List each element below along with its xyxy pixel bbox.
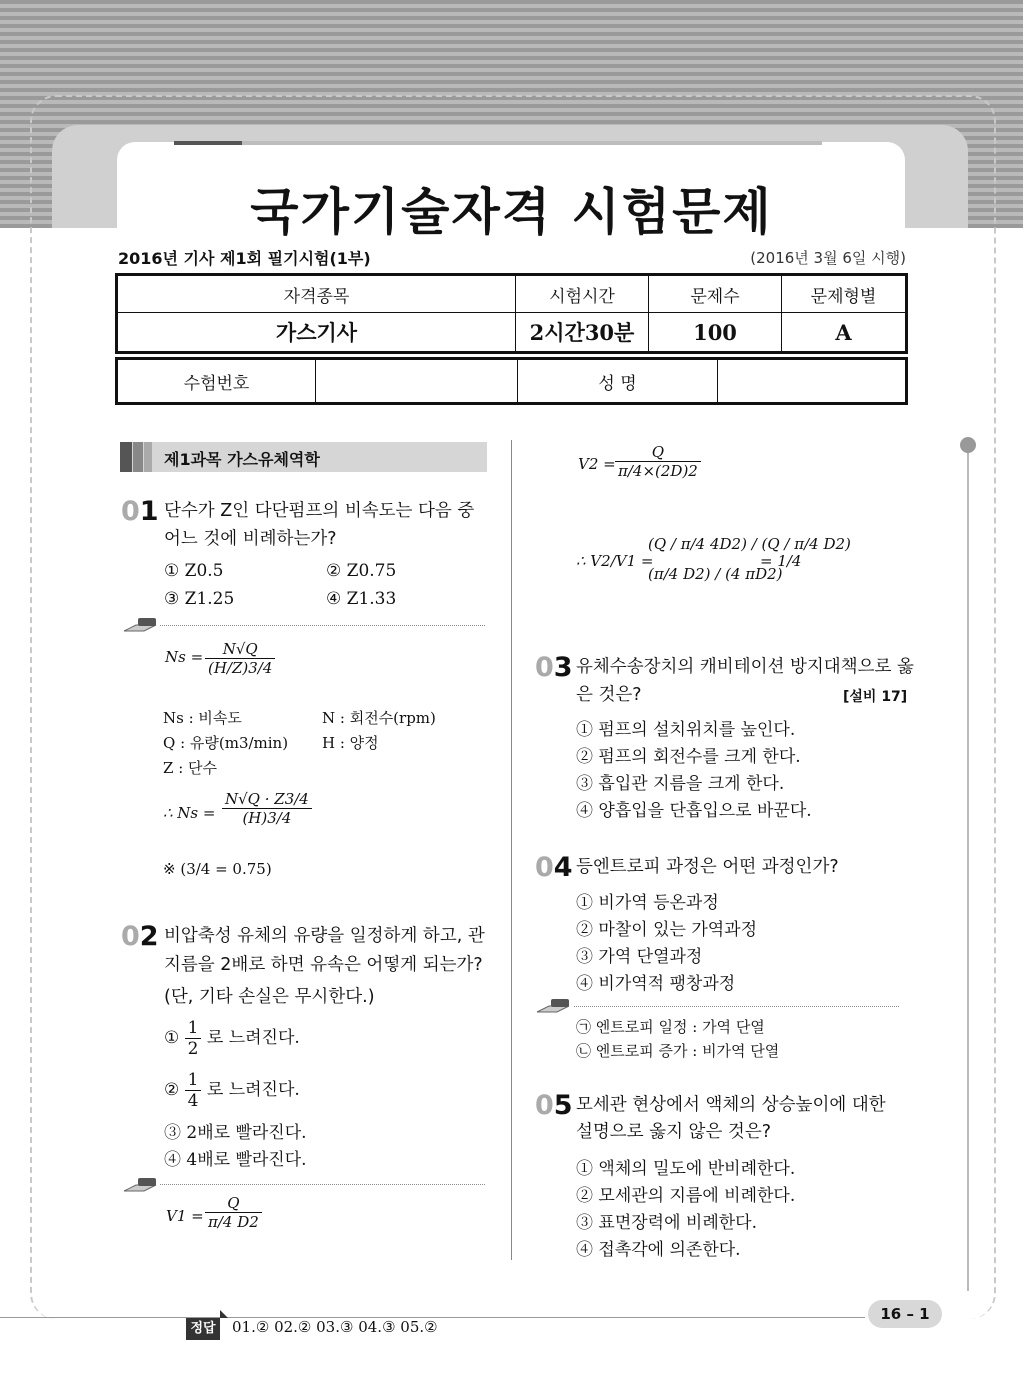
candidate-number-field[interactable] (316, 359, 518, 404)
question-03-text-line1: 유체수송장치의 캐비테이션 방지대책으로 옳 (576, 657, 914, 677)
info-value-qualification: 가스기사 (117, 313, 516, 353)
info-value-time: 2시간30분 (516, 313, 649, 353)
subject-title: 제1과목 가스유체역학 (164, 450, 320, 469)
solution-book-icon (122, 617, 158, 635)
page-number: 16 – 1 (868, 1300, 942, 1328)
info-value-type: A (782, 313, 907, 353)
info-header-type: 문제형별 (782, 275, 907, 313)
exam-info-table (115, 273, 908, 354)
q03-option-1[interactable]: ① 펌프의 설치위치를 높인다. (576, 720, 796, 740)
question-02-text-line3: (단, 기타 손실은 무시한다.) (164, 987, 375, 1007)
candidate-name-field[interactable] (718, 359, 907, 404)
question-05-text-line2: 설명으로 옳지 않은 것은? (576, 1122, 772, 1142)
q02-option-1[interactable]: ① $\frac{1}{2}$ 로 느려진다. (164, 1018, 300, 1059)
solution-book-icon (535, 998, 571, 1016)
question-number-01: 01 (121, 496, 159, 527)
q01-sol-def-z: Z : 단수 (163, 759, 217, 777)
q03-option-3[interactable]: ③ 흡입관 지름을 크게 한다. (576, 774, 785, 794)
column-divider (511, 440, 512, 1260)
q01-sol-result: $\frac{N√Q \cdot Z3/4}{(H)3/4}$ (222, 790, 312, 827)
q02-option-2[interactable]: ② $\frac{1}{4}$ 로 느려진다. (164, 1070, 300, 1111)
info-header-time: 시험시간 (516, 275, 649, 313)
q02-sol-v1-frac: $\frac{Q}{\pi/4 D2}$ (205, 1194, 262, 1231)
q03-source-tag: [설비 17] (843, 689, 908, 705)
q01-option-3[interactable]: ③ Z1.25 (164, 589, 235, 609)
q01-sol-def-q: Q : 유량(m3/min) (163, 734, 289, 752)
question-02-text-line1: 비압축성 유체의 유량을 일정하게 하고, 관 (164, 926, 485, 946)
q02-sol-v2: V2 = (578, 455, 616, 473)
subject-header (120, 442, 487, 472)
question-number-05: 05 (535, 1090, 573, 1121)
info-value-count: 100 (649, 313, 782, 353)
solution-divider (574, 1006, 899, 1007)
question-05-text-line1: 모세관 현상에서 액체의 상승높이에 대한 (576, 1095, 886, 1115)
q02-sol-ratio-mid: (Q / π/4 4D2) / (Q / π/4 D2) (648, 535, 851, 553)
q03-option-2[interactable]: ② 펌프의 회전수를 크게 한다. (576, 747, 801, 767)
title-accent-bar (174, 141, 242, 145)
q02-option-3[interactable]: ③ 2배로 빨라진다. (164, 1123, 307, 1143)
q04-sol-line2: ㉡ 엔트로피 증가 : 비가역 단열 (576, 1042, 780, 1060)
q02-sol-ratio-r1: (π/4 D2) / (4 πD2) (648, 565, 783, 583)
q01-sol-def-n: N : 회전수(rpm) (322, 709, 436, 727)
answer-key: 01.② 02.② 03.③ 04.③ 05.② (232, 1318, 438, 1336)
solution-book-icon (122, 1177, 158, 1195)
candidate-name-label: 성 명 (518, 359, 718, 404)
q04-option-1[interactable]: ① 비가역 등온과정 (576, 893, 719, 913)
candidate-number-label: 수험번호 (117, 359, 316, 404)
q02-sol-v2-frac: $\frac{Q}{\pi/4\times(2D)2}$ (615, 443, 701, 480)
q02-sol-v1: V1 = (166, 1207, 204, 1225)
q04-option-4[interactable]: ④ 비가역적 팽창과정 (576, 974, 736, 994)
question-03-text-line2: 은 것은? (576, 685, 642, 705)
solution-divider (160, 1184, 485, 1185)
q01-option-4[interactable]: ④ Z1.33 (326, 589, 397, 609)
q05-option-2[interactable]: ② 모세관의 지름에 비례한다. (576, 1186, 796, 1206)
title-rule (242, 141, 822, 145)
info-header-count: 문제수 (649, 275, 782, 313)
page-title: 국가기술자격 시험문제 (250, 183, 773, 241)
answer-label-pointer (220, 1310, 228, 1318)
candidate-table (115, 357, 908, 405)
q02-sol-ratio-lhs: ∴ V2/V1 = (576, 552, 654, 570)
question-number-03: 03 (535, 652, 573, 683)
margin-rail (967, 446, 969, 1291)
q04-option-2[interactable]: ② 마찰이 있는 가역과정 (576, 920, 758, 940)
rail-dot (960, 437, 976, 453)
exam-date: (2016년 3월 6일 시행) (750, 249, 906, 267)
answer-key-label: 정답 (186, 1318, 220, 1340)
q01-option-2[interactable]: ② Z0.75 (326, 561, 397, 581)
q01-sol-def-h: H : 양정 (322, 734, 379, 752)
q04-sol-line1: ㉠ 엔트로피 일정 : 가역 단열 (576, 1018, 765, 1036)
q04-option-3[interactable]: ③ 가역 단열과정 (576, 947, 703, 967)
question-01-text-line2: 어느 것에 비례하는가? (164, 529, 337, 549)
info-header-qualification: 자격종목 (117, 275, 516, 313)
question-02-text-line2: 지름을 2배로 하면 유속은 어떻게 되는가? (164, 955, 483, 975)
solution-divider (160, 625, 485, 626)
q01-sol-num: $\frac{N√Q}{(H/Z)3/4}$ (205, 640, 275, 677)
q05-option-3[interactable]: ③ 표면장력에 비례한다. (576, 1213, 758, 1233)
question-number-02: 02 (121, 921, 159, 952)
q05-option-1[interactable]: ① 액체의 밀도에 반비례한다. (576, 1159, 796, 1179)
question-01-text-line1: 단수가 Z인 다단펌프의 비속도는 다음 중 (164, 501, 475, 521)
question-number-04: 04 (535, 852, 573, 883)
q02-option-4[interactable]: ④ 4배로 빨라진다. (164, 1150, 307, 1170)
exam-session: 2016년 기사 제1회 필기시험(1부) (118, 249, 371, 268)
q01-sol-eq: Ns = (165, 648, 204, 666)
q01-sol-result-lhs: ∴ Ns = (163, 804, 216, 822)
q02-sol-ratio-result: = 1/4 (760, 552, 802, 570)
q01-sol-def-ns: Ns : 비속도 (163, 709, 242, 727)
q03-option-4[interactable]: ④ 양흡입을 단흡입으로 바꾼다. (576, 801, 812, 821)
q05-option-4[interactable]: ④ 접촉각에 의존한다. (576, 1240, 741, 1260)
q01-sol-note: ※ (3/4 = 0.75) (163, 860, 272, 878)
q01-option-1[interactable]: ① Z0.5 (164, 561, 224, 581)
question-04-text: 등엔트로피 과정은 어떤 과정인가? (576, 857, 839, 877)
